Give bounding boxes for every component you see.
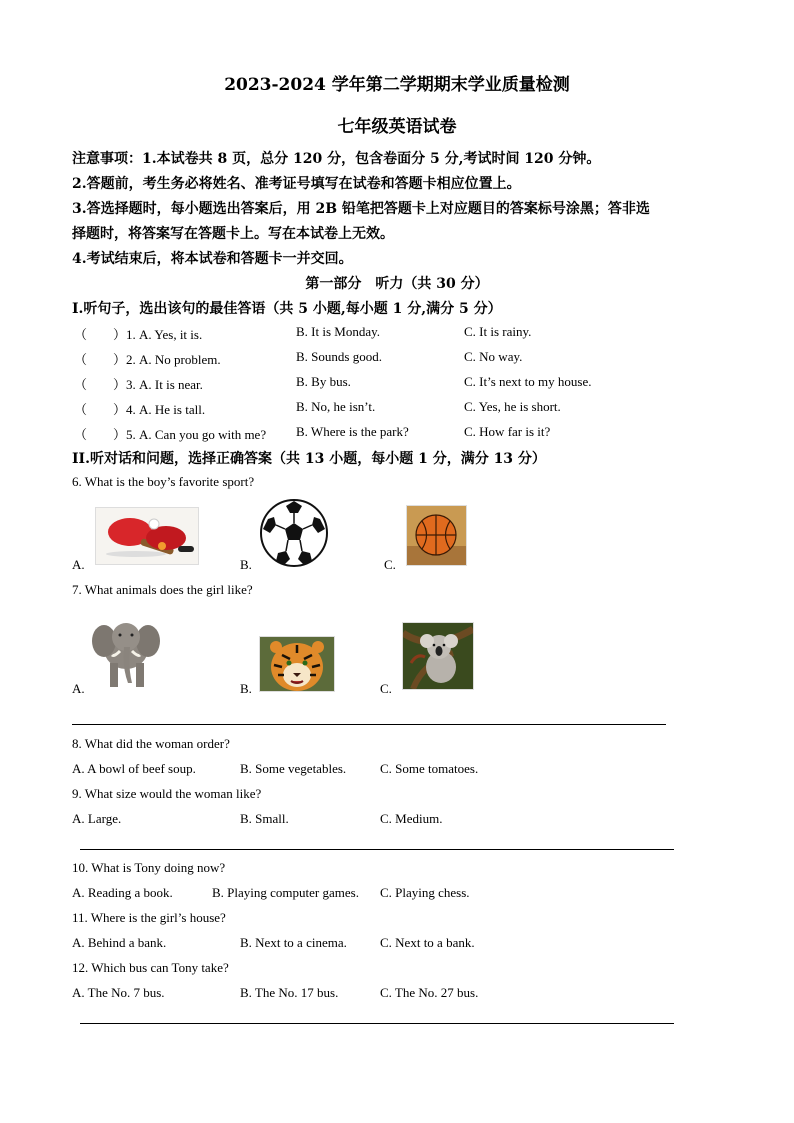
q8-option-c: C. Some tomatoes.	[380, 761, 479, 776]
q9-question: 9. What size would the woman like?	[72, 786, 262, 801]
q5-option-c: C. How far is it?	[464, 424, 551, 439]
soccer-ball-image	[258, 497, 330, 569]
q4-option-b: B. No, he isn’t.	[296, 399, 376, 414]
q7-label-c: C.	[380, 681, 392, 696]
q9-option-b: B. Small.	[240, 811, 289, 826]
q10-option-a: A. Reading a book.	[72, 885, 173, 900]
notes-line-3: 3.答选择题时，每小题选出答案后，用 2B 铅笔把答题卡上对应题目的答案标号涂黑；答非选	[72, 201, 650, 217]
q4-option-a: （ ）4. A. He is tall.	[74, 402, 206, 417]
q6-question: 6. What is the boy’s favorite sport?	[72, 474, 255, 489]
notes-line-2: 2.答题前，考生务必将姓名、准考证号填写在试卷和答题卡相应位置上。	[72, 176, 521, 192]
q7-question: 7. What animals does the girl like?	[72, 582, 253, 597]
q11-option-c: C. Next to a bank.	[380, 935, 475, 950]
q6-label-b: B.	[240, 557, 252, 572]
notes-line-5: 4.考试结束后，将本试卷和答题卡一并交回。	[72, 251, 353, 267]
tiger-image	[259, 636, 335, 692]
q1-option-a: （ ）1. A. Yes, it is.	[74, 327, 203, 342]
notes-line-4: 择题时，将答案写在答题卡上。写在本试卷上无效。	[72, 226, 394, 242]
q6-label-c: C.	[384, 557, 396, 572]
q12-option-a: A. The No. 7 bus.	[72, 985, 165, 1000]
page-subtitle: 七年级英语试卷	[337, 117, 457, 137]
q7-label-a: A.	[72, 681, 85, 696]
q10-option-c: C. Playing chess.	[380, 885, 470, 900]
q12-option-c: C. The No. 27 bus.	[380, 985, 479, 1000]
q2-option-c: C. No way.	[464, 349, 523, 364]
q3-option-c: C. It’s next to my house.	[464, 374, 592, 389]
q5-option-b: B. Where is the park?	[296, 424, 409, 439]
q10-question: 10. What is Tony doing now?	[72, 860, 226, 875]
elephant-image	[90, 611, 162, 691]
q2-option-a: （ ）2. A. No problem.	[74, 352, 221, 367]
q9-option-c: C. Medium.	[380, 811, 443, 826]
q5-option-a: （ ）5. A. Can you go with me?	[74, 427, 267, 442]
q9-option-a: A. Large.	[72, 811, 122, 826]
q3-option-a: （ ）3. A. It is near.	[74, 377, 203, 392]
page-title: 2023-2024 学年第二学期期末学业质量检测	[224, 75, 570, 95]
divider-line-1	[72, 724, 666, 725]
q12-question: 12. Which bus can Tony take?	[72, 960, 229, 975]
section2-heading: II.听对话和问题，选择正确答案（共 13 小题，每小题 1 分，满分 13 分）	[72, 451, 546, 467]
notes-line-1: 注意事项：1.本试卷共 8 页，总分 120 分，包含卷面分 5 分,考试时间 120 分钟。	[72, 151, 601, 167]
q10-option-b: B. Playing computer games.	[212, 885, 359, 900]
q4-option-c: C. Yes, he is short.	[464, 399, 561, 414]
q1-option-c: C. It is rainy.	[464, 324, 532, 339]
q7-label-b: B.	[240, 681, 252, 696]
koala-image	[402, 622, 474, 690]
divider-line-3	[80, 1023, 674, 1024]
q11-option-a: A. Behind a bank.	[72, 935, 167, 950]
q6-label-a: A.	[72, 557, 85, 572]
divider-line-2	[80, 849, 674, 850]
q12-option-b: B. The No. 17 bus.	[240, 985, 339, 1000]
q8-option-a: A. A bowl of beef soup.	[72, 761, 196, 776]
q8-question: 8. What did the woman order?	[72, 736, 230, 751]
part1-heading: 第一部分 听力（共 30 分）	[305, 276, 489, 292]
q11-question: 11. Where is the girl’s house?	[72, 910, 226, 925]
q8-option-b: B. Some vegetables.	[240, 761, 347, 776]
q3-option-b: B. By bus.	[296, 374, 351, 389]
q2-option-b: B. Sounds good.	[296, 349, 382, 364]
basketball-image	[406, 505, 467, 566]
q1-option-b: B. It is Monday.	[296, 324, 381, 339]
q11-option-b: B. Next to a cinema.	[240, 935, 347, 950]
section1-heading: I.听句子，选出该句的最佳答语（共 5 小题,每小题 1 分,满分 5 分）	[72, 301, 502, 317]
ping-pong-paddles-image	[95, 507, 199, 565]
